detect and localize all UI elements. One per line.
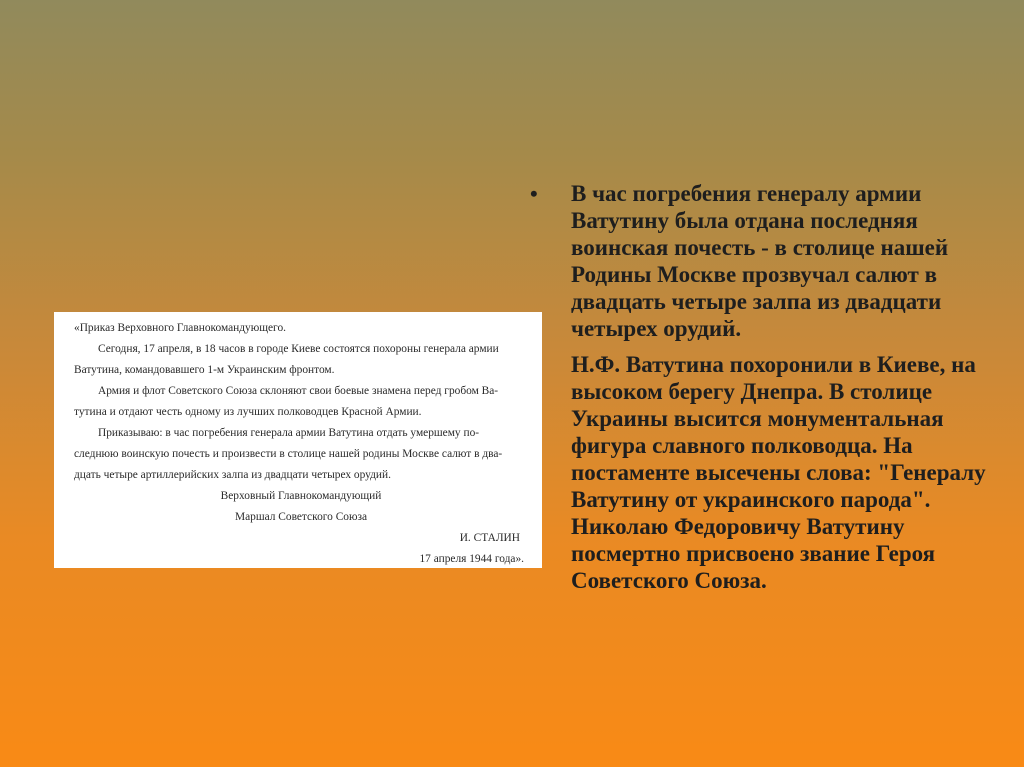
- bullet-paragraph: [530, 180, 1000, 342]
- doc-line: Армия и флот Советского Союза склоняют свои боевые знамена перед гробом Ва-: [98, 385, 499, 397]
- doc-line: следнюю воинскую почесть и произвести в столице нашей родины Москве салют в два-: [74, 448, 503, 460]
- paragraph-text: Н.Ф. Ватутина похоронили в Киеве, на высоком берегу Днепра. В столице Украины высится монументальная фигура славного полководца. На постаменте высечены слова: "Генералу Ватутину от украинского парода". Николаю Федоровичу Ватутину посмертно присвоено звание Героя Советского Союза.: [571, 352, 986, 593]
- doc-line: дцать четыре артиллерийских залпа из двадцати четырех орудий.: [74, 469, 391, 481]
- doc-line: Сегодня, 17 апреля, в 18 часов в городе Киеве состоятся похороны генерала армии: [98, 343, 499, 355]
- doc-line: Ватутина, командовавшего 1-м Украинским фронтом.: [74, 364, 335, 376]
- doc-line: тутина и отдают честь одному из лучших полководцев Красной Армии.: [74, 406, 422, 418]
- doc-line: Приказываю: в час погребения генерала армии Ватутина отдать умершему по-: [98, 427, 480, 439]
- doc-line: «Приказ Верховного Главнокомандующего.: [74, 322, 286, 334]
- paragraph-text: В час погребения генералу армии Ватутину была отдана последняя воинская почесть - в столице нашей Родины Москве прозвучал салют в двадцать четыре залпа из двадцати четырех орудий.: [571, 181, 949, 341]
- continuation-paragraph: [530, 351, 1000, 594]
- doc-signature-title: Верховный Главнокомандующий: [220, 490, 382, 502]
- bullet-symbol: •: [530, 181, 538, 206]
- doc-signature-rank: Маршал Советского Союза: [234, 511, 368, 523]
- doc-signature-name: И. СТАЛИН: [459, 532, 520, 544]
- doc-date: 17 апреля 1944 года».: [419, 553, 524, 565]
- stalin-order-document-image: [54, 312, 542, 568]
- slide-text-block: [530, 180, 1000, 594]
